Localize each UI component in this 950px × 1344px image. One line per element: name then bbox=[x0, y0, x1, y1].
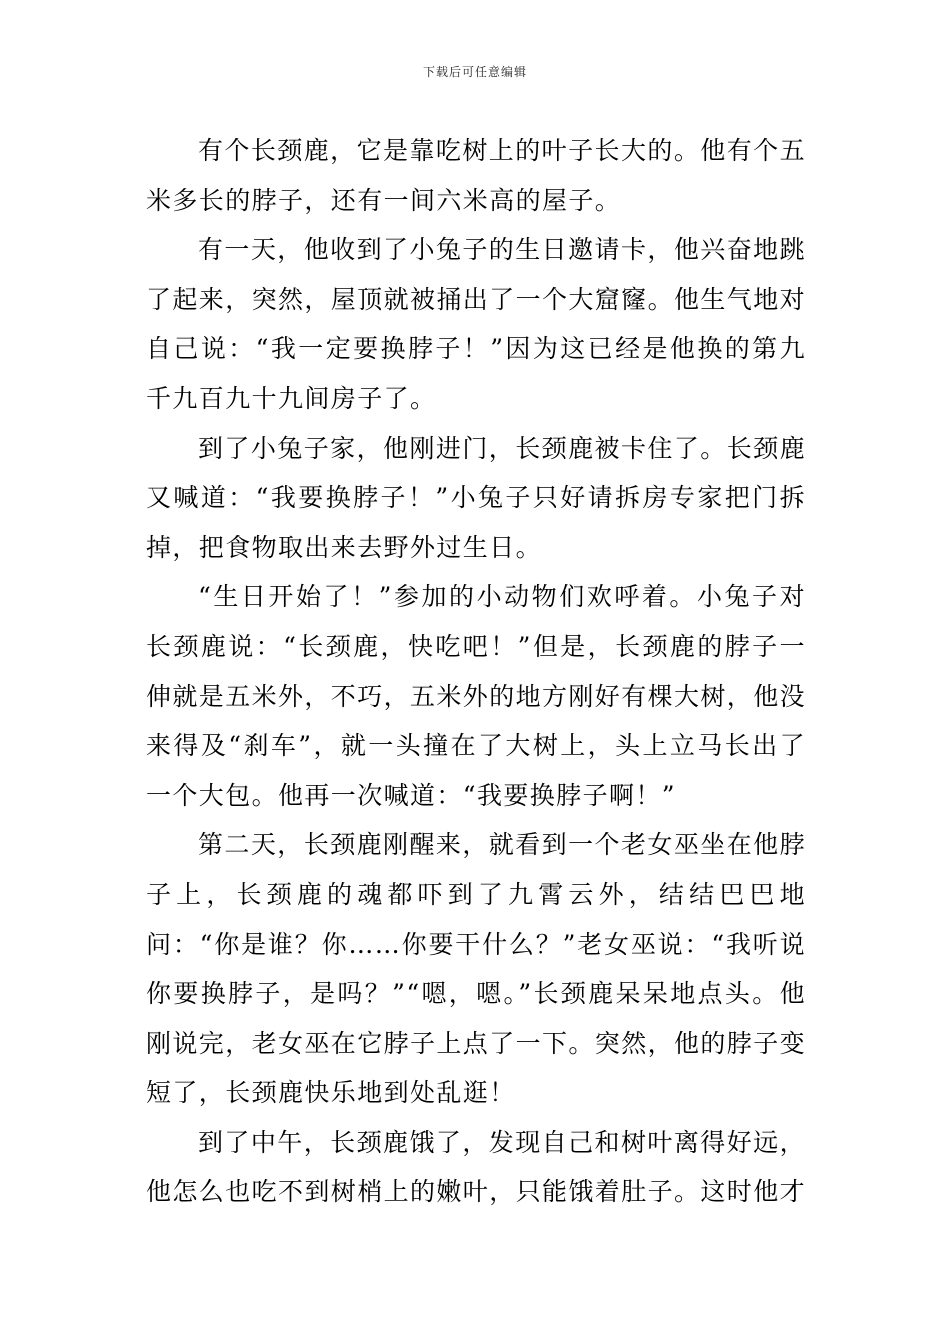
page-header: 下载后可任意编辑 bbox=[422, 65, 527, 79]
paragraph-2: 有一天，他收到了小兔子的生日邀请卡，他兴奋地跳了起来，突然，屋顶就被捅出了一个大窟窿。他生气地对自己说：“我一定要换脖子！”因为这已经是他换的第九千九百九十九间房子了。 bbox=[146, 235, 807, 413]
paragraph-6: 到了中午，长颈鹿饿了，发现自己和树叶离得好远，他怎么也吃不到树梢上的嫩叶，只能饿着肚子。这时他才 bbox=[146, 1127, 807, 1207]
paragraph-5: 第二天，长颈鹿刚醒来，就看到一个老女巫坐在他脖子上，长颈鹿的魂都吓到了九霄云外，结结巴巴地问：“你是谁？你……你要干什么？”老女巫说：“我听说你要换脖子，是吗？”“嗯，嗯。”长颈鹿呆呆地点头。他刚说完，老女巫在它脖子上点了一下。突然，他的脖子变短了，长颈鹿快乐地到处乱逛！ bbox=[146, 830, 807, 1108]
paragraph-1: 有个长颈鹿，它是靠吃树上的叶子长大的。他有个五米多长的脖子，还有一间六米高的屋子。 bbox=[146, 136, 806, 215]
paragraph-4: “生日开始了！”参加的小动物们欢呼着。小兔子对长颈鹿说：“长颈鹿，快吃吧！”但是，长颈鹿的脖子一伸就是五米外，不巧，五米外的地方刚好有棵大树，他没来得及“刹车”，就一头撞在了大树上，头上立马长出了一个大包。他再一次喊道：“我要换脖子啊！” bbox=[146, 582, 807, 810]
paragraph-3: 到了小兔子家，他刚进门，长颈鹿被卡住了。长颈鹿又喊道：“我要换脖子！”小兔子只好请拆房专家把门拆掉，把食物取出来去野外过生日。 bbox=[146, 433, 806, 562]
story-body bbox=[146, 126, 806, 1217]
